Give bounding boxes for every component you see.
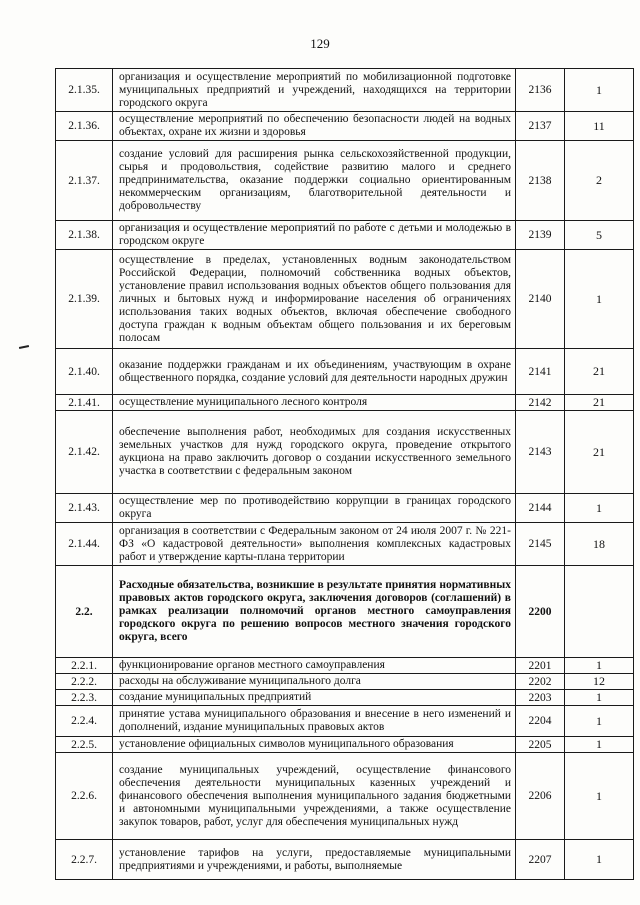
row-code: 2201 [516, 658, 565, 674]
row-number: 2.1.39. [56, 250, 113, 349]
table-row [56, 112, 634, 141]
row-value: 1 [565, 494, 634, 523]
row-value: 1 [565, 753, 634, 840]
row-number: 2.2.1. [56, 658, 113, 674]
row-code: 2141 [516, 349, 565, 395]
row-number: 2.1.36. [56, 112, 113, 141]
table-row [56, 494, 634, 523]
row-code: 2204 [516, 706, 565, 737]
row-description: расходы на обслуживание муниципального долга [113, 674, 516, 690]
row-value: 2 [565, 141, 634, 221]
row-value: 1 [565, 706, 634, 737]
table-row [56, 566, 634, 658]
row-number: 2.1.44. [56, 523, 113, 566]
row-number: 2.1.43. [56, 494, 113, 523]
row-value: 11 [565, 112, 634, 141]
row-description: обеспечение выполнения работ, необходимых для создания искусственных земельных участков для нужд городского округа, проведение открытого аукциона на право заключить договор о создании искусственного земельного участка в соответствии с федеральным законом [113, 411, 516, 494]
table-row [56, 737, 634, 753]
row-code: 2140 [516, 250, 565, 349]
row-code: 2205 [516, 737, 565, 753]
row-value: 1 [565, 840, 634, 880]
table-row [56, 706, 634, 737]
row-number: 2.1.40. [56, 349, 113, 395]
table-row [56, 840, 634, 880]
row-number: 2.2.7. [56, 840, 113, 880]
row-number: 2.2.6. [56, 753, 113, 840]
row-value: 1 [565, 737, 634, 753]
row-number: 2.1.37. [56, 141, 113, 221]
row-description: осуществление мероприятий по обеспечению безопасности людей на водных объектах, охране их жизни и здоровья [113, 112, 516, 141]
row-description: осуществление в пределах, установленных водным законодательством Российской Федерации, полномочий собственника водных объектов, установление правил использования водных объектов общего пользования для личных и бытовых нужд и информирование населения об ограничениях использования таких водных объектов, включая обеспечение свободного доступа граждан к водным объектам общего пользования и их береговым полосам [113, 250, 516, 349]
row-value: 1 [565, 690, 634, 706]
row-value: 1 [565, 69, 634, 112]
row-description: создание условий для расширения рынка сельскохозяйственной продукции, сырья и продовольствия, содействие развитию малого и среднего предпринимательства, оказание поддержки социально ориентированным некоммерческим организациям, благотворительной деятельности и добровольчеству [113, 141, 516, 221]
table-row [56, 141, 634, 221]
table-row [56, 523, 634, 566]
row-code: 2207 [516, 840, 565, 880]
margin-mark [19, 345, 29, 349]
row-code: 2200 [516, 566, 565, 658]
row-description: принятие устава муниципального образования и внесение в него изменений и дополнений, издание муниципальных правовых актов [113, 706, 516, 737]
row-description: установление официальных символов муниципального образования [113, 737, 516, 753]
row-number: 2.1.38. [56, 221, 113, 250]
row-value: 5 [565, 221, 634, 250]
row-description: Расходные обязательства, возникшие в результате принятия нормативных правовых актов городского округа, заключения договоров (соглашений) в рамках реализации полномочий органов местного самоуправления городского округа по решению вопросов местного значения городского округа, всего [113, 566, 516, 658]
row-code: 2206 [516, 753, 565, 840]
row-value: 21 [565, 349, 634, 395]
row-description: создание муниципальных учреждений, осуществление финансового обеспечения деятельности муниципальных казенных учреждений и финансового обеспечения выполнения муниципального задания бюджетными и автономными муниципальными учреждениями, а также осуществление закупок товаров, работ, услуг для обеспечения муниципальных нужд [113, 753, 516, 840]
row-number: 2.2.5. [56, 737, 113, 753]
obligations-table [55, 68, 634, 880]
row-code: 2203 [516, 690, 565, 706]
row-description: создание муниципальных предприятий [113, 690, 516, 706]
row-code: 2142 [516, 395, 565, 411]
table-row [56, 411, 634, 494]
row-value: 21 [565, 395, 634, 411]
row-description: функционирование органов местного самоуправления [113, 658, 516, 674]
table-row [56, 250, 634, 349]
row-value: 21 [565, 411, 634, 494]
table-row [56, 395, 634, 411]
row-description: оказание поддержки гражданам и их объединениям, участвующим в охране общественного порядка, создание условий для деятельности народных дружин [113, 349, 516, 395]
row-code: 2145 [516, 523, 565, 566]
table-row [56, 221, 634, 250]
row-value: 12 [565, 674, 634, 690]
table-row [56, 658, 634, 674]
row-code: 2138 [516, 141, 565, 221]
row-value: 1 [565, 250, 634, 349]
page-number: 129 [310, 36, 330, 51]
row-number: 2.1.41. [56, 395, 113, 411]
row-number: 2.2.3. [56, 690, 113, 706]
row-description: осуществление мер по противодействию коррупции в границах городского округа [113, 494, 516, 523]
row-description: установление тарифов на услуги, предоставляемые муниципальными предприятиями и учреждениями, и работы, выполняемые [113, 840, 516, 880]
row-description: организация и осуществление мероприятий по мобилизационной подготовке муниципальных предприятий и учреждений, находящихся на территории городского округа [113, 69, 516, 112]
row-description: организация в соответствии с Федеральным законом от 24 июля 2007 г. № 221-ФЗ «О кадастровой деятельности» выполнения комплексных кадастровых работ и утверждение карты-плана территории [113, 523, 516, 566]
table-row [56, 690, 634, 706]
row-value: 1 [565, 658, 634, 674]
row-number: 2.2.2. [56, 674, 113, 690]
row-description: организация и осуществление мероприятий по работе с детьми и молодежью в городском округе [113, 221, 516, 250]
row-number: 2.2.4. [56, 706, 113, 737]
row-code: 2139 [516, 221, 565, 250]
row-description: осуществление муниципального лесного контроля [113, 395, 516, 411]
table-row [56, 349, 634, 395]
table-row [56, 69, 634, 112]
table-row [56, 753, 634, 840]
row-value [565, 566, 634, 658]
row-code: 2144 [516, 494, 565, 523]
row-code: 2136 [516, 69, 565, 112]
table-row [56, 674, 634, 690]
row-value: 18 [565, 523, 634, 566]
row-code: 2143 [516, 411, 565, 494]
row-number: 2.1.42. [56, 411, 113, 494]
row-number: 2.1.35. [56, 69, 113, 112]
row-code: 2202 [516, 674, 565, 690]
row-number: 2.2. [56, 566, 113, 658]
row-code: 2137 [516, 112, 565, 141]
